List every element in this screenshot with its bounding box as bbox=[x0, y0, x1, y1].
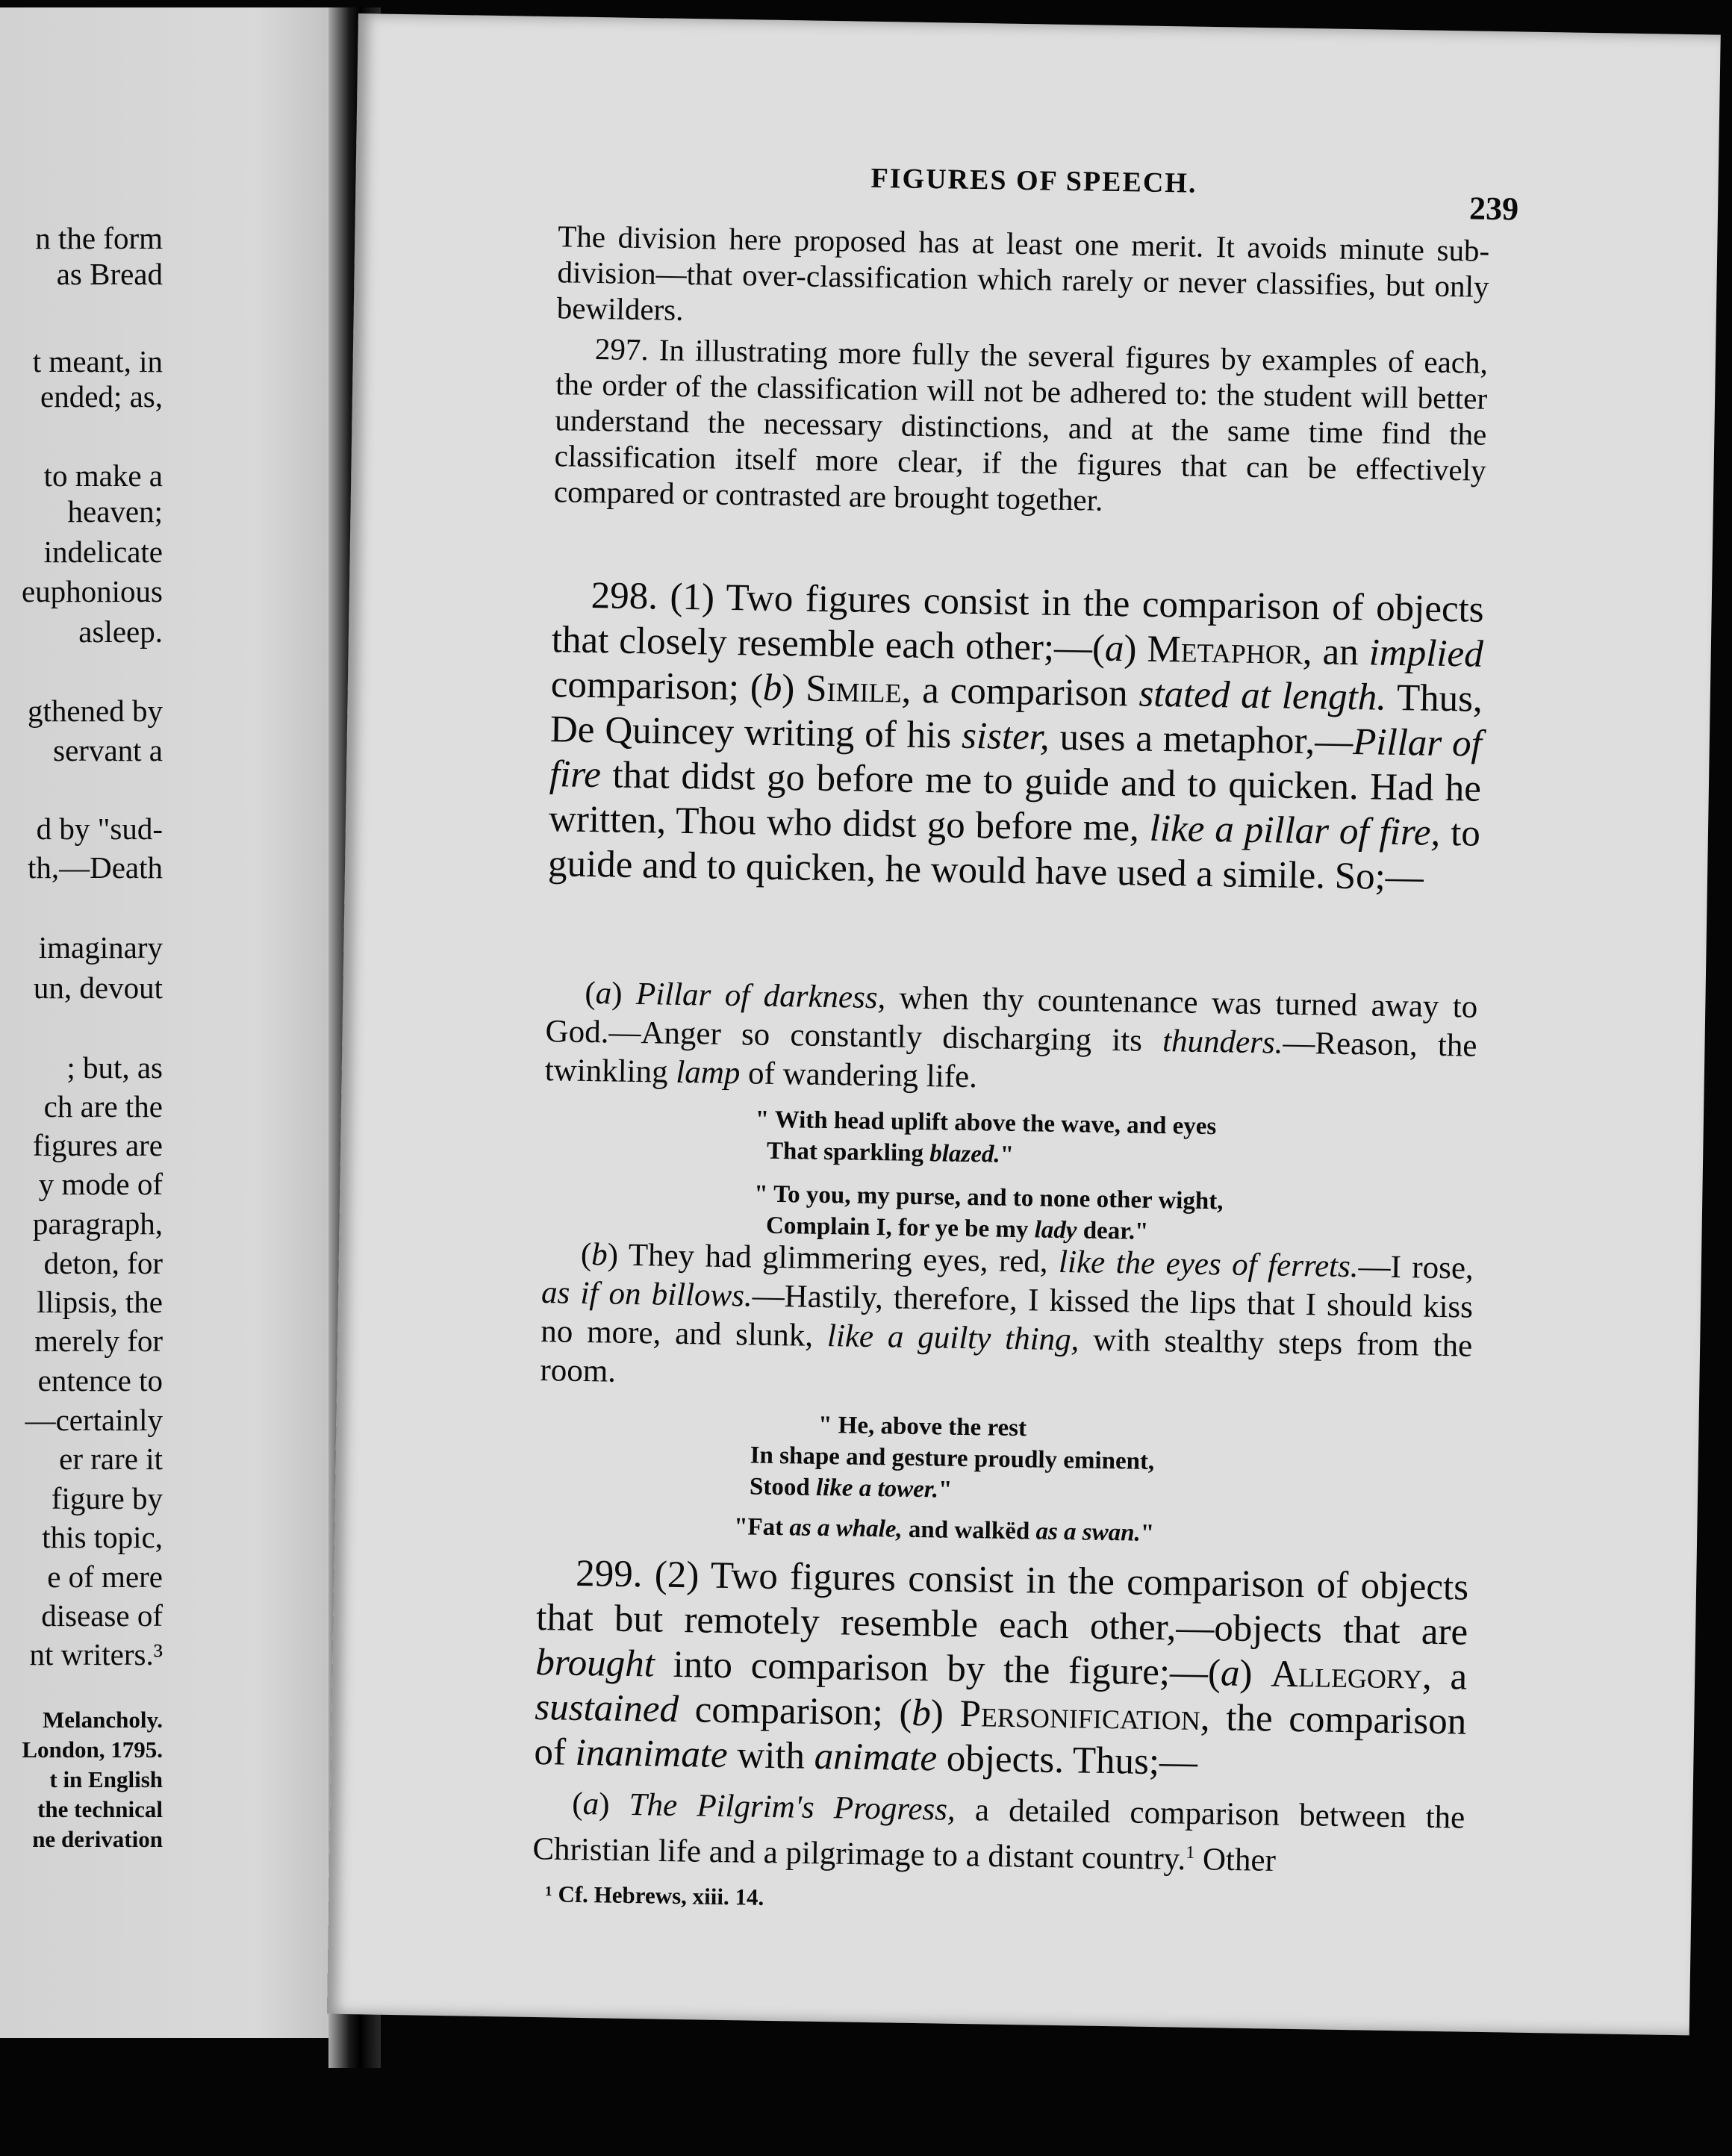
term-simile: Simile bbox=[805, 667, 903, 711]
page-number: 239 bbox=[1468, 190, 1519, 228]
left-page-line: un, devout bbox=[33, 970, 163, 1005]
left-page-line: this topic, bbox=[42, 1520, 163, 1554]
left-page-line: nt writers.³ bbox=[29, 1637, 163, 1671]
paragraph-299: 299. (2) Two figures consist in the comparison of objects that but remotely resemble each other,—objects that are brought into comparison by the figure;—(a) Allegory, a sustained comparison; (b) Personification, the comparison of inanimate with animate objects. Thus;— bbox=[534, 1552, 1469, 1783]
term-allegory: Allegory bbox=[1270, 1653, 1423, 1698]
left-page-line: merely for bbox=[34, 1324, 163, 1358]
paragraph-297: 297. In illustrating more fully the several figures by examples of each, the order of the classification will not be adhered to: the student will better understand the necessary distinctions, and at the same time find the classification itself more clear, if the figures that can be effectively compared or contrasted are brought together. bbox=[553, 331, 1489, 517]
verse-quote-1: " With head uplift above the wave, and eyes That sparkling blazed." bbox=[754, 1106, 1217, 1168]
left-page-line: euphonious bbox=[21, 574, 163, 608]
left-facing-page bbox=[0, 7, 364, 2038]
left-page-footnote-line: London, 1795. bbox=[22, 1736, 163, 1763]
left-page-line: indelicate bbox=[43, 535, 163, 569]
term-personification: Personification bbox=[959, 1692, 1201, 1739]
left-page-line: e of mere bbox=[47, 1560, 163, 1594]
left-page-line: to make a bbox=[43, 458, 163, 493]
left-page-footnote-line: t in English bbox=[49, 1766, 163, 1792]
left-page-line: ended; as, bbox=[40, 379, 163, 414]
left-page-line: entence to bbox=[37, 1363, 163, 1398]
left-page-line: —certainly bbox=[25, 1403, 163, 1437]
left-page-line: heaven; bbox=[67, 494, 163, 529]
footnote: ¹ Cf. Hebrews, xiii. 14. bbox=[545, 1881, 764, 1910]
left-page-line: t meant, in bbox=[32, 344, 163, 378]
left-page-footnote-line: Melancholy. bbox=[42, 1707, 163, 1733]
left-page-line: ; but, as bbox=[66, 1050, 163, 1085]
example-b: (b) They had glimmering eyes, red, like the eyes of ferrets.—I rose, as if on billows.—Hastily, therefore, I kissed the lips that I should kiss no more, and slunk, like a guilty thing, with stealthy steps from the room. bbox=[540, 1236, 1474, 1389]
left-page-line: servant a bbox=[53, 733, 163, 767]
left-page-line: figures are bbox=[32, 1128, 163, 1162]
left-page-line: asleep. bbox=[78, 614, 163, 649]
verse-quote-2: " To you, my purse, and to none other wight, Complain I, for ye be my lady dear." bbox=[753, 1180, 1224, 1245]
left-page-footnote-line: the technical bbox=[37, 1796, 163, 1822]
left-page-line: paragraph, bbox=[32, 1206, 163, 1241]
left-page-line: llipsis, the bbox=[37, 1285, 163, 1319]
right-page bbox=[327, 13, 1721, 2035]
term-metaphor: Metaphor bbox=[1147, 628, 1303, 673]
left-page-line: as Bread bbox=[56, 257, 163, 291]
running-header: FIGURES OF SPEECH. bbox=[870, 162, 1197, 199]
example-allegory: (a) The Pilgrim's Progress, a detailed comparison between the Christian life and a pilgrimage to a distant country.$^1$ Other bbox=[532, 1786, 1465, 1878]
paragraph-298: 298. (1) Two figures consist in the comparison of objects that closely resemble each other;—(a) Metaphor, an implied comparison; (b) Simile, a comparison stated at length. Thus, De Quincey writing of his sister, uses a metaphor,—Pillar of fire that didst go before me to guide and to quicken. Had he written, Thou who didst go before me, like a pillar of fire, to guide and to quicken, he would have used a simile. So;— bbox=[547, 574, 1485, 899]
verse-quote-4: "Fat as a whale, and walkëd as a swan." bbox=[733, 1513, 1155, 1547]
example-a: (a) Pillar of darkness, when thy countenance was turned away to God.—Anger so constantly discharging its thunders.—Reason, the twinkling lamp of wandering life. bbox=[544, 975, 1478, 1095]
left-page-line: figure by bbox=[51, 1481, 163, 1515]
left-page-line: d by "sud- bbox=[36, 811, 163, 846]
left-page-line: y mode of bbox=[38, 1167, 163, 1201]
verse-quote-3: " He, above the rest In shape and gesture proudly eminent, Stood like a tower." bbox=[749, 1411, 1155, 1504]
left-page-line: ch are the bbox=[43, 1089, 163, 1124]
left-page-line: er rare it bbox=[59, 1442, 163, 1476]
left-page-line: disease of bbox=[41, 1598, 163, 1633]
intro-paragraph: The division here proposed has at least one merit. It avoids minute sub-division—that over-classification which rarely or never classifies, but only bewilders. bbox=[556, 219, 1490, 327]
left-page-footnote-line: ne derivation bbox=[32, 1826, 163, 1852]
left-page-line: imaginary bbox=[38, 930, 163, 965]
left-page-line: n the form bbox=[35, 221, 163, 255]
left-page-line: gthened by bbox=[27, 694, 163, 728]
left-page-line: th,—Death bbox=[27, 850, 163, 885]
left-page-line: deton, for bbox=[43, 1246, 163, 1280]
